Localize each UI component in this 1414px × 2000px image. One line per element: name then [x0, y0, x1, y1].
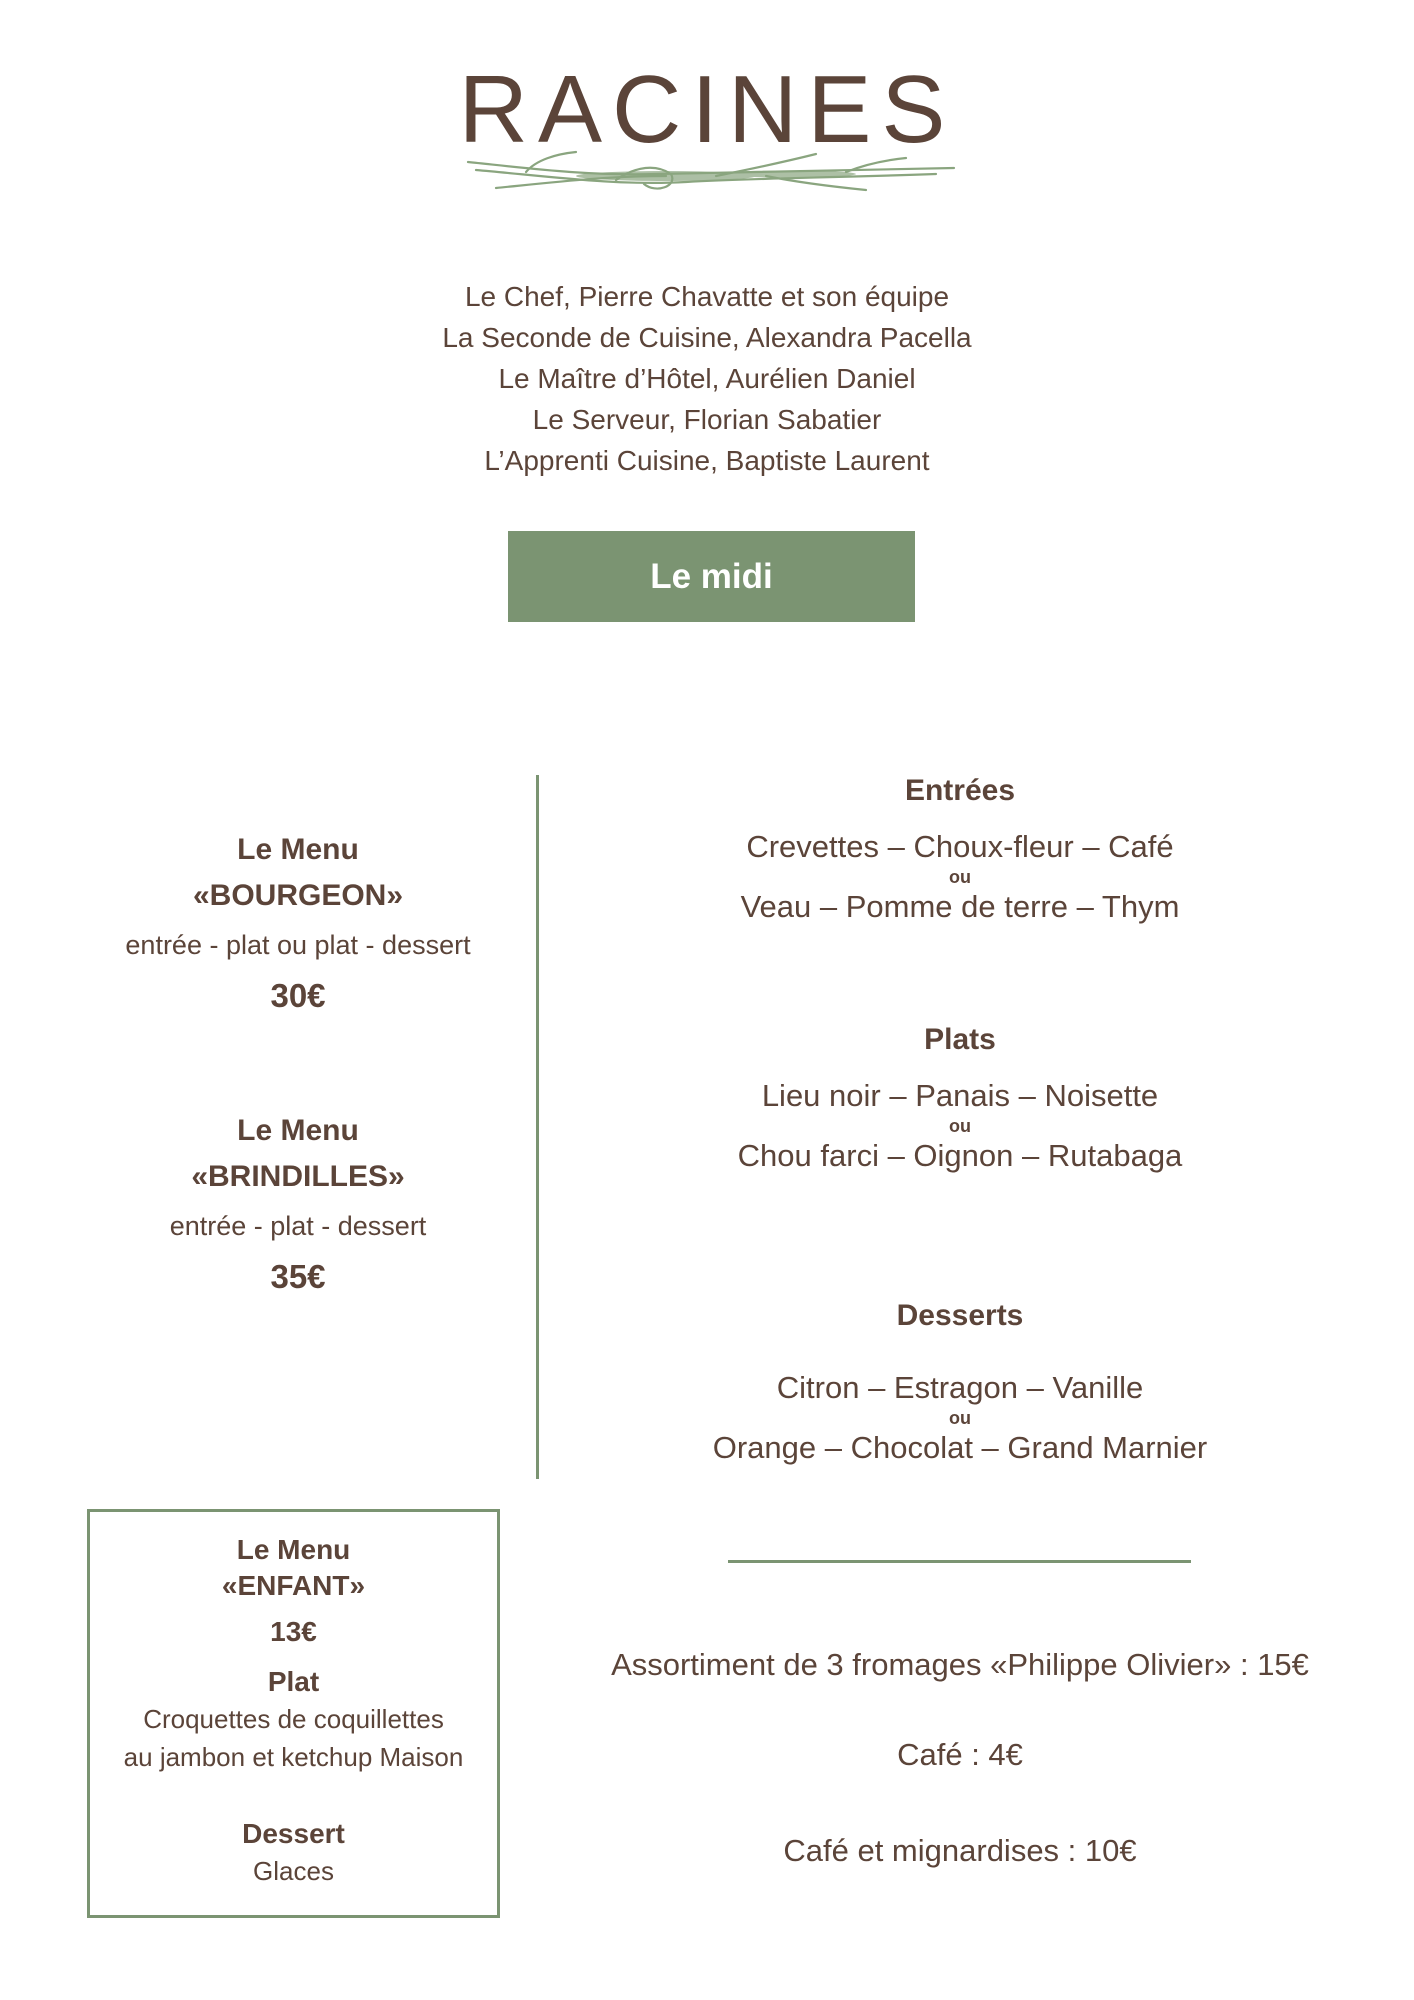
menu-price: 30€: [270, 977, 326, 1014]
kids-menu-price: 13€: [270, 1616, 317, 1647]
dish-option: Crevettes – Choux-fleur – Café: [746, 829, 1174, 864]
menu-name: «BRINDILLES»: [191, 1160, 405, 1193]
dish-option: Chou farci – Oignon – Rutabaga: [737, 1138, 1183, 1173]
course-heading: Entrées: [904, 774, 1016, 807]
menu-price: 35€: [270, 1258, 326, 1295]
team-line: L’Apprenti Cuisine, Baptiste Laurent: [484, 445, 930, 476]
dish-option: Citron – Estragon – Vanille: [776, 1370, 1144, 1405]
menu-bourgeon: [70, 827, 526, 1019]
horizontal-divider: [728, 1560, 1191, 1563]
extra-item-cheese: Assortiment de 3 fromages «Philippe Olivier» : 15€: [611, 1647, 1309, 1682]
team-line: La Seconde de Cuisine, Alexandra Pacella: [442, 322, 972, 353]
kids-menu-title: Le Menu: [236, 1534, 351, 1565]
kids-dessert: Glaces: [253, 1856, 334, 1886]
menu-brindilles: [70, 1108, 526, 1300]
team-credits: [0, 276, 1414, 481]
service-banner: Le midi: [508, 531, 915, 622]
kids-main-label: Plat: [267, 1666, 320, 1697]
branch-logo-icon: [466, 146, 956, 204]
course-plats: [640, 1020, 1280, 1176]
extra-item-coffee: Café : 4€: [897, 1737, 1023, 1772]
extra-item-coffee-mignardises: Café et mignardises : 10€: [783, 1833, 1137, 1868]
kids-menu-box: [87, 1509, 500, 1918]
course-desserts: [640, 1296, 1280, 1468]
or-separator: ou: [949, 1408, 971, 1428]
menu-description: entrée - plat ou plat - dessert: [125, 930, 471, 960]
dish-option: Veau – Pomme de terre – Thym: [740, 889, 1180, 924]
vertical-divider: [536, 775, 539, 1479]
kids-main-line: au jambon et ketchup Maison: [123, 1742, 464, 1772]
course-heading: Desserts: [896, 1299, 1024, 1332]
menu-title: Le Menu: [237, 833, 359, 866]
or-separator: ou: [949, 867, 971, 887]
team-line: Le Maître d’Hôtel, Aurélien Daniel: [498, 363, 916, 394]
course-entrees: [640, 771, 1280, 927]
kids-main-line: Croquettes de coquillettes: [143, 1704, 444, 1734]
dish-option: Lieu noir – Panais – Noisette: [761, 1078, 1159, 1113]
kids-dessert-label: Dessert: [242, 1818, 345, 1849]
course-heading: Plats: [924, 1023, 996, 1056]
team-line: Le Serveur, Florian Sabatier: [532, 404, 882, 435]
dish-option: Orange – Chocolat – Grand Marnier: [712, 1430, 1208, 1465]
restaurant-logo-title: RACINES: [458, 56, 956, 163]
or-separator: ou: [949, 1116, 971, 1136]
menu-name: «BOURGEON»: [192, 879, 404, 912]
menu-description: entrée - plat - dessert: [169, 1211, 427, 1241]
kids-menu-name: «ENFANT»: [221, 1570, 366, 1601]
team-line: Le Chef, Pierre Chavatte et son équipe: [464, 281, 950, 312]
menu-title: Le Menu: [237, 1114, 359, 1147]
